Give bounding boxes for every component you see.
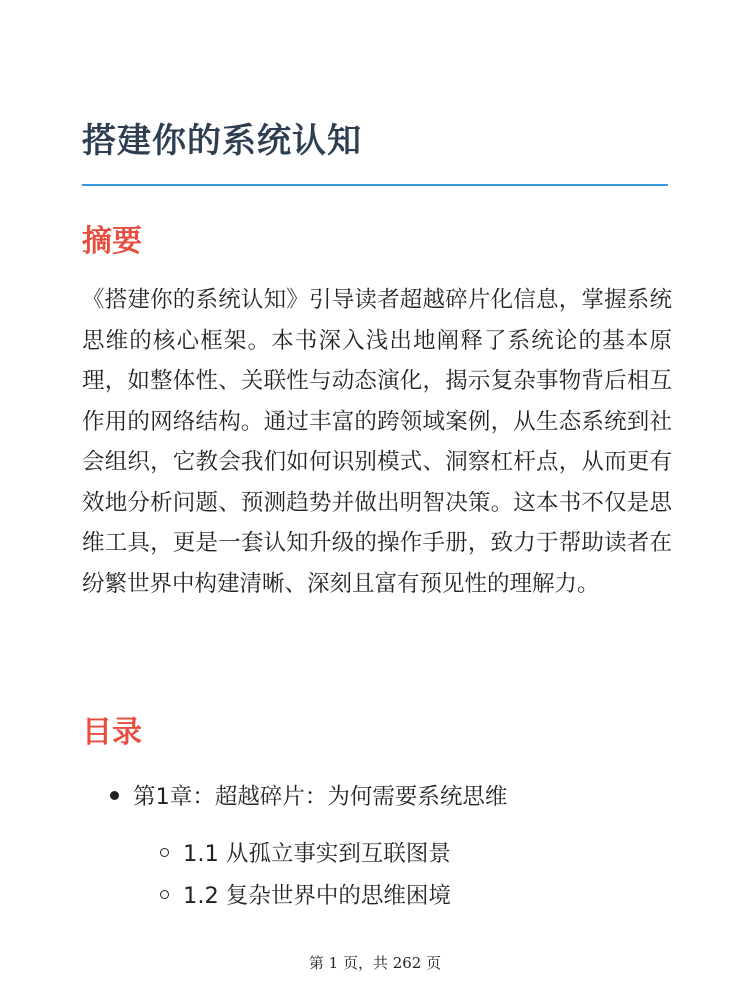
toc-chapter-1 (110, 779, 507, 815)
page-footer: 第 1 页，共 262 页 (308, 954, 442, 972)
document-title: 搭建你的系统认知 (82, 121, 362, 161)
toc-chapter-label: 第1章：超越碎片：为何需要系统思维 (133, 784, 508, 810)
toc-section-label: 1.1 从孤立事实到互联图景 (183, 841, 451, 867)
summary-heading: 摘要 (82, 224, 142, 259)
bullet-disc-icon (110, 791, 119, 800)
toc-section-1-1 (160, 836, 451, 872)
toc-heading: 目录 (82, 715, 142, 750)
bullet-circle-icon (160, 848, 169, 857)
title-divider (82, 184, 668, 186)
toc-section-label: 1.2 复杂世界中的思维困境 (183, 883, 451, 909)
toc-section-1-2 (160, 878, 451, 914)
summary-paragraph: 《搭建你的系统认知》引导读者超越碎片化信息，掌握系统思维的核心框架。本书深入浅出地阐释了系统论的基本原理，如整体性、关联性与动态演化，揭示复杂事物背后相互作用的网络结构。通过丰富的跨领域案例，从生态系统到社会组织，它教会我们如何识别模式、洞察杠杆点，从而更有效地分析问题、预测趋势并做出明智决策。这本书不仅是思维工具，更是一套认知升级的操作手册，致力于帮助读者在纷繁世界中构建清晰、深刻且富有预见性的理解力。 (82, 287, 672, 597)
bullet-circle-icon (160, 890, 169, 899)
